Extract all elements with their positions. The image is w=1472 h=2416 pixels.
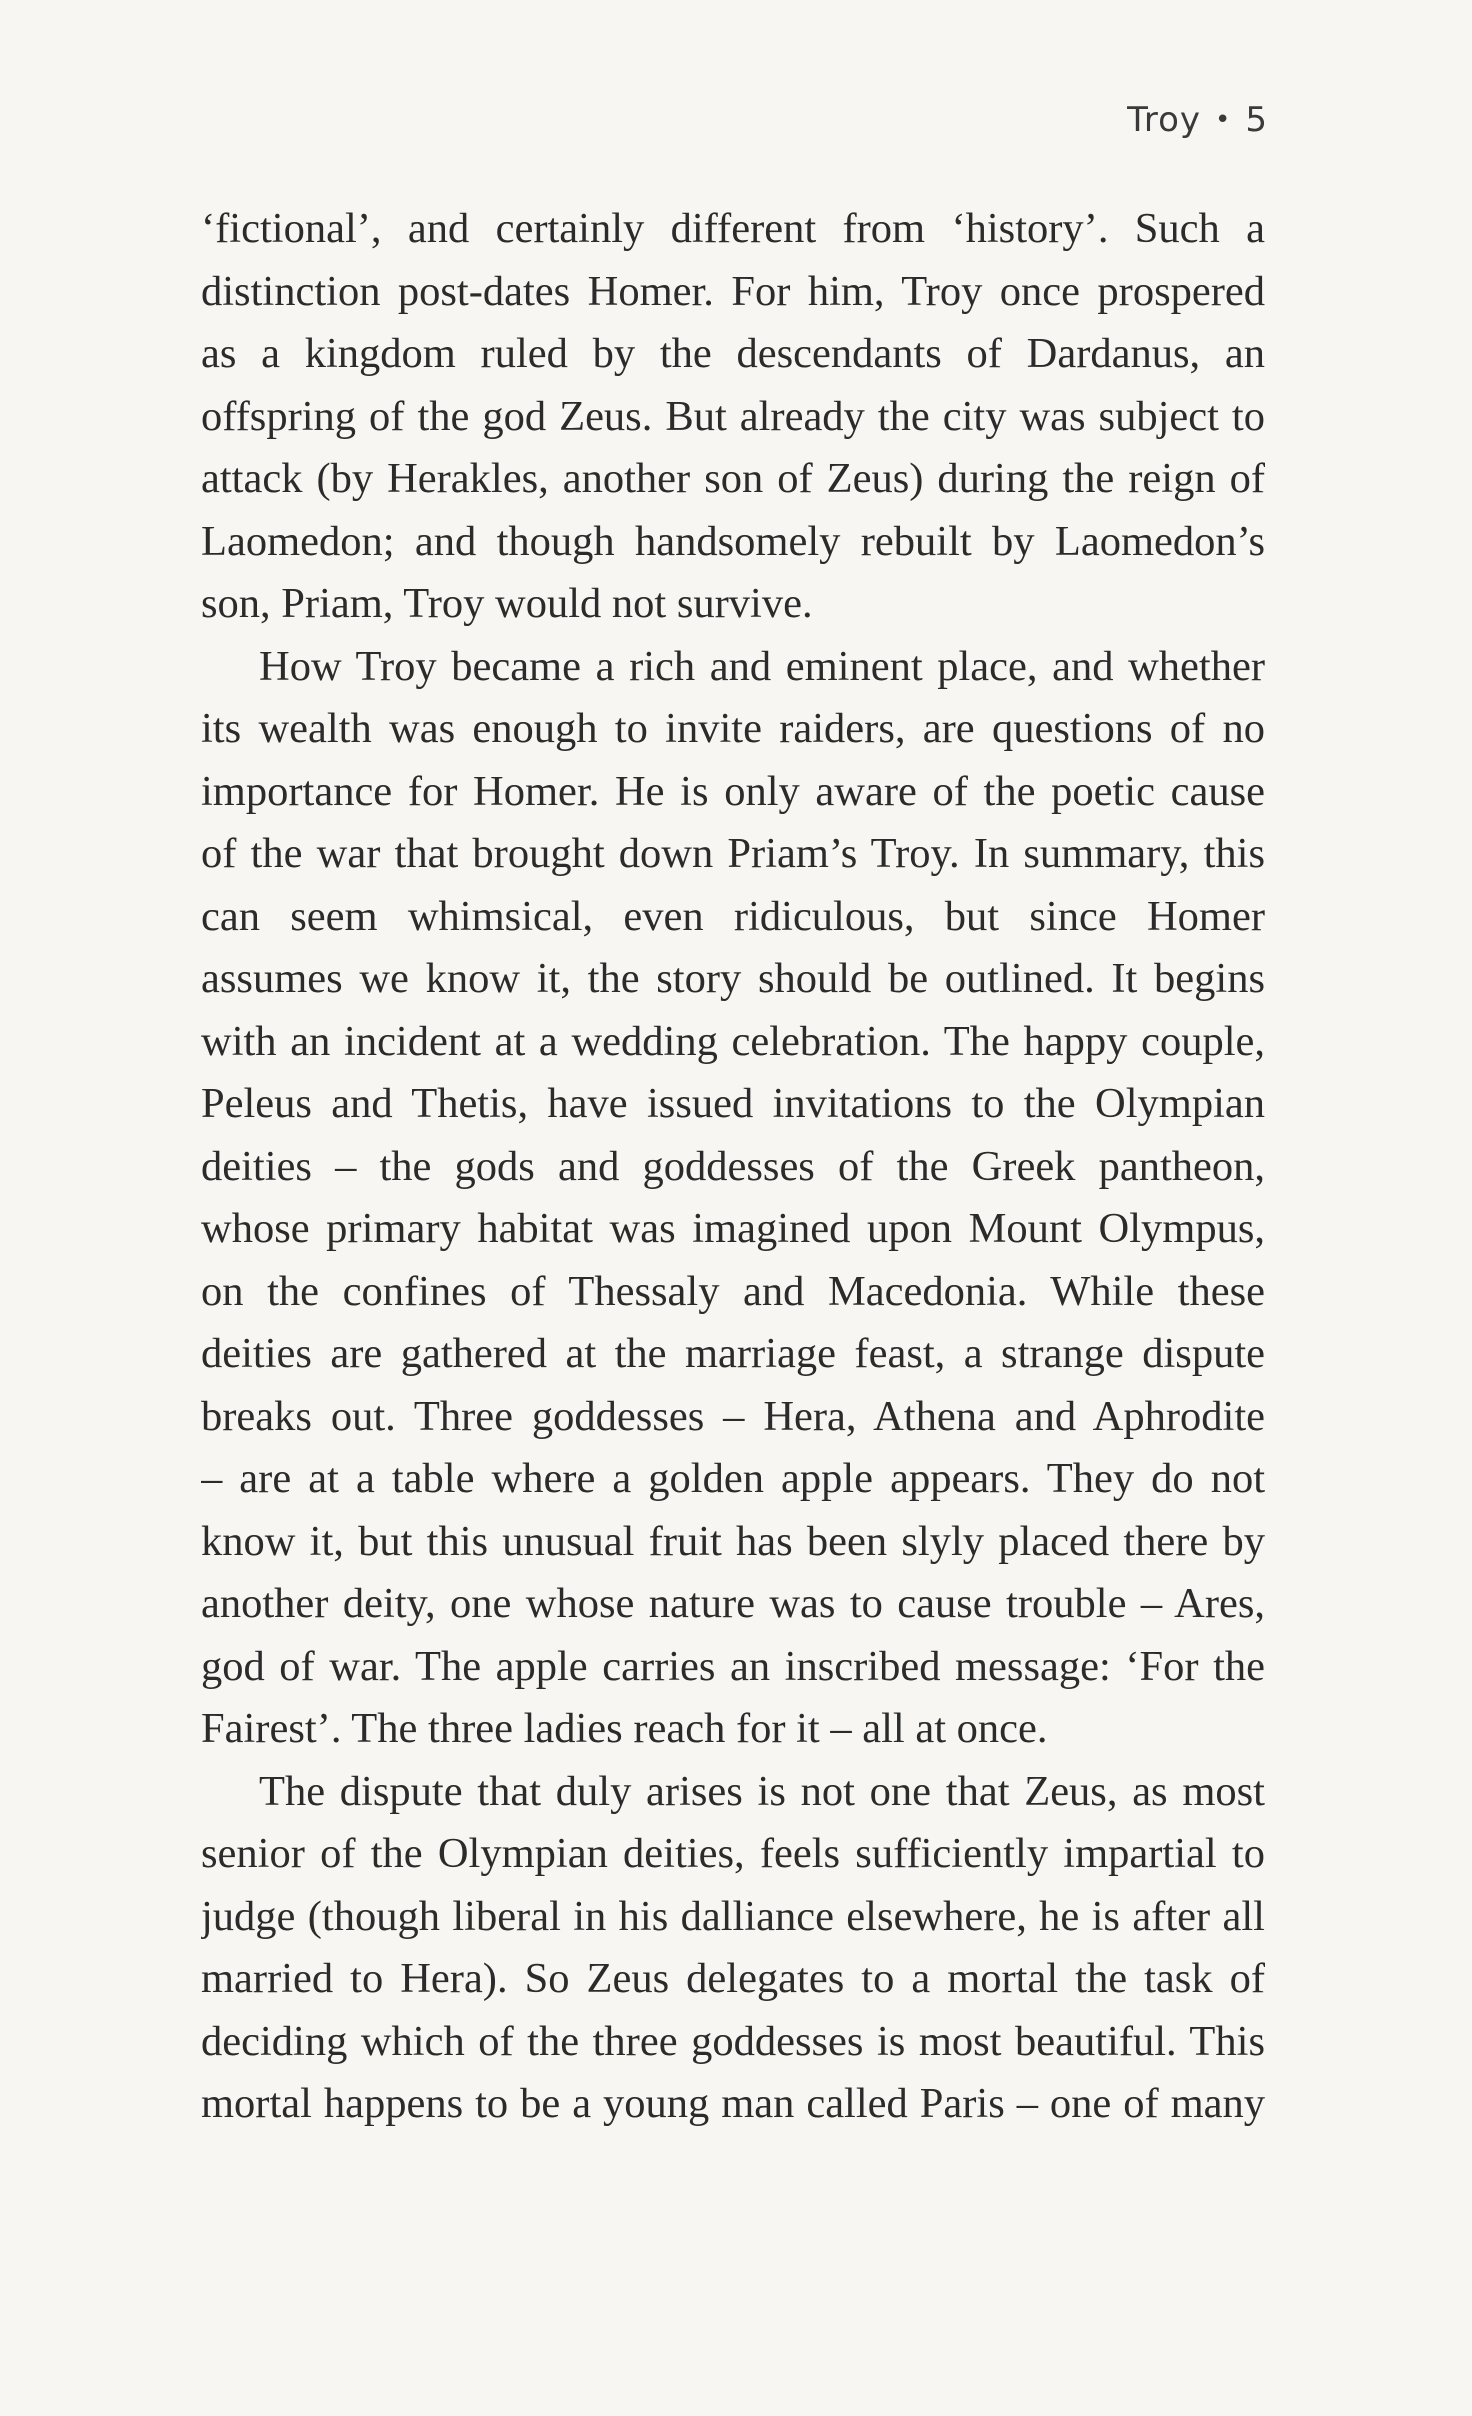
text-line: offspring of the god Zeus. But already the city was subject to	[201, 392, 1265, 440]
text-line: deities – the gods and goddesses of the Greek pantheon,	[201, 1142, 1265, 1190]
text-line: deciding which of the three goddesses is most beautiful. This	[201, 2017, 1265, 2065]
text-line: its wealth was enough to invite raiders, are questions of no	[201, 705, 1265, 752]
text-line: attack (by Herakles, another son of Zeus) during the reign of	[201, 455, 1265, 502]
text-line: with an incident at a wedding celebration. The happy couple,	[201, 1017, 1265, 1065]
text-line: judge (though liberal in his dalliance elsewhere, he is after all	[201, 1892, 1265, 1940]
text-line: ‘fictional’, and certainly different from ‘history’. Such a	[201, 205, 1265, 252]
text-line: deities are gathered at the marriage feast, a strange dispute	[201, 1330, 1265, 1377]
text-line: assumes we know it, the story should be outlined. It begins	[201, 955, 1265, 1002]
text-line: breaks out. Three goddesses – Hera, Athena and Aphrodite	[201, 1392, 1265, 1440]
text-line: another deity, one whose nature was to cause trouble – Ares,	[201, 1580, 1265, 1627]
running-head	[1127, 100, 1268, 140]
text-line: on the confines of Thessaly and Macedonia. While these	[201, 1267, 1265, 1315]
text-line: senior of the Olympian deities, feels sufficiently impartial to	[201, 1830, 1265, 1877]
text-line: How Troy became a rich and eminent place, and whether	[259, 642, 1265, 690]
running-title: Troy	[1127, 100, 1202, 140]
text-line: of the war that brought down Priam’s Troy. In summary, this	[201, 830, 1265, 877]
text-line: Laomedon; and though handsomely rebuilt by Laomedon’s	[201, 517, 1265, 565]
text-line: know it, but this unusual fruit has been slyly placed there by	[201, 1517, 1265, 1565]
text-line: – are at a table where a golden apple appears. They do not	[201, 1455, 1265, 1502]
text-line: importance for Homer. He is only aware of the poetic cause	[201, 767, 1265, 815]
text-line: whose primary habitat was imagined upon Mount Olympus,	[201, 1205, 1265, 1252]
body-text	[201, 198, 1265, 2136]
bullet-separator: •	[1215, 105, 1232, 135]
text-line: as a kingdom ruled by the descendants of Dardanus, an	[201, 330, 1265, 377]
text-line: The dispute that duly arises is not one that Zeus, as most	[259, 1767, 1265, 1815]
page-number: 5	[1245, 100, 1268, 140]
text-line: son, Priam, Troy would not survive.	[201, 580, 813, 627]
text-line: can seem whimsical, even ridiculous, but since Homer	[201, 892, 1265, 940]
text-line: Fairest’. The three ladies reach for it – all at once.	[201, 1705, 1048, 1752]
text-line: Peleus and Thetis, have issued invitations to the Olympian	[201, 1080, 1265, 1127]
text-line: distinction post-dates Homer. For him, Troy once prospered	[201, 267, 1265, 315]
text-line: married to Hera). So Zeus delegates to a mortal the task of	[201, 1955, 1265, 2002]
text-line: mortal happens to be a young man called Paris – one of many	[201, 2080, 1265, 2127]
text-line: god of war. The apple carries an inscribed message: ‘For the	[201, 1642, 1265, 1690]
